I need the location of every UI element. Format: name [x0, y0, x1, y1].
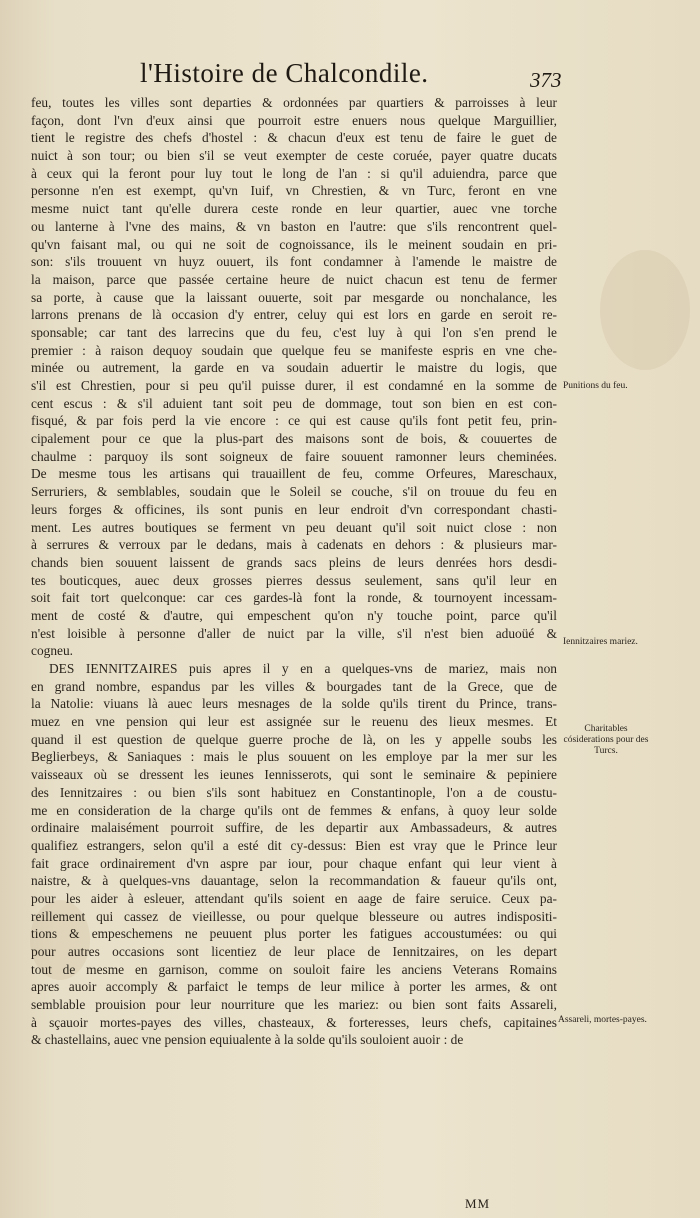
text-line: ordinaire malaisément pourroit suffire, de les departir aux Ambassadeurs, & autres — [31, 820, 557, 836]
text-line: DES IENNITZAIRES puis apres il y en a quelques-vns de mariez, mais non — [49, 661, 557, 676]
margin-note-iennitzaires: Iennitzaires mariez. — [563, 637, 638, 647]
text-line: à serrures & verroux par le dedans, mais à cadenats en dehors : & plusieurs mar- — [31, 537, 557, 553]
text-line: Serruriers, & semblables, soudain que le Soleil se couche, s'il on trouue du feu en — [31, 484, 557, 500]
text-line: naistre, & à quelques-vns dauantage, selon la recommandation & faueur qu'ils ont, — [31, 873, 557, 889]
text-line: cogneu. — [31, 643, 74, 659]
text-line: tient le registre des chefs d'hostel : & chacun d'eux est tenu de faire le guet de — [31, 130, 557, 146]
text-line: fait grace ordinairement d'vn aspre par iour, pour chaque enfant qui leur vient à — [31, 855, 557, 871]
text-line: son: s'ils trouuent vn huyz ouuert, ils font condamner à l'amende le maistre de — [31, 254, 557, 270]
body-text — [31, 94, 557, 1049]
text-line: leurs forges & officines, ils sont punis en leur endroit d'vn correspondant chasti- — [31, 501, 557, 517]
text-line: me en consideration de la charge qu'ils ont de femmes & enfans, à quoy leur solde — [31, 802, 557, 818]
margin-note-assareli: Assareli, mortes-payes. — [558, 1015, 647, 1025]
text-line: mesme nuict tant qu'elle durera ceste ronde en leur quartier, auec vne torche — [31, 201, 557, 217]
text-line: apres auoir accomply & parfaict le temps de leur milice à porter les armes, & ont — [31, 979, 557, 995]
text-line: minée ou autrement, la garde en va soudain aduertir le maistre du logis, que — [31, 360, 557, 376]
text-line: larrons prenans de là occasion d'y entrer, celuy qui est lors en garde en seroit re- — [31, 307, 557, 323]
text-line: personne n'en est exempt, qu'vn Iuif, vn Chrestien, & vn Turc, feront en vne — [31, 183, 557, 199]
text-line: cent escus : & s'il aduient tant soit peu de dommage, tout son bien en est con- — [31, 395, 557, 411]
text-line: Beglierbeys, & Saniaques : mais le plus souuent on les employe par la mer sur les — [31, 749, 557, 765]
text-line: reillement qui cassez de vieillesse, ou pour quelque blesseure ou autres indispositi- — [31, 908, 557, 924]
text-line: cipalement pour ce que la plus-part des maisons sont de bois, & couuertes de — [31, 431, 557, 447]
text-line: chaulme : parquoy ils sont soigneux de faire souuent ramonner leurs cheminées. — [31, 448, 557, 464]
text-line: la maison, parce que passée certaine heure de nuict chacun est tenu de fermer — [31, 271, 557, 287]
text-line: & chastellains, auec vne pension equiualente à la solde qu'ils souloient auoir : de — [31, 1032, 464, 1048]
text-line: fisqué, & par fois perd la vie encore : ce qui est cause qu'ils font petit feu, prin- — [31, 413, 557, 429]
catchword: MM — [465, 1196, 491, 1211]
text-line: la Natolie: viuans là auec leurs mesnages de la solde qu'ils tirent du Prince, trans- — [31, 696, 557, 712]
text-line: muez en vne pension qui leur est assignée sur le reuenu des lieux mesmes. Et — [31, 714, 557, 730]
text-line: tes bouticques, auec deux grosses pierres dessus seulement, sans qu'il leur en — [31, 572, 557, 588]
text-line: tions & empeschemens ne peuuent plus porter les fatigues accoustumées: ou qui — [31, 926, 557, 942]
text-line: en grand nombre, espandus par les villes & bourgades tant de la Grece, que de — [31, 678, 557, 694]
text-line: tout de mesme en garnison, comme on souloit faire les anciens Veterans Romains — [31, 961, 557, 977]
text-line: feu, toutes les villes sont departies & ordonnées par quartiers & parroisses à leur — [31, 95, 557, 110]
text-line: ment de costé & d'autre, qui empeschent qu'on n'y touche point, parce qu'il — [31, 607, 557, 623]
text-line: pour autres occasions sont licentiez de leur place de Iennitzaires, on les depart — [31, 944, 557, 959]
margin-note-punitions: Punitions du feu. — [563, 381, 628, 391]
text-line: chands bien souuent laissent de grands sacs pleins de leurs denrées hors desdi- — [31, 554, 557, 570]
text-line: qualifiez estrangers, selon qu'il a esté dit cy-dessus: Bien est vray que le Prince leur — [31, 837, 557, 853]
text-line: à ceux qui la feront pour luy tout le long de l'an : si qu'il aduiendra, parce que — [31, 165, 557, 181]
text-line: quand il est question de quelque guerre proche de là, on les y appelle soubs les — [31, 731, 557, 747]
page-number: 373 — [530, 68, 562, 92]
text-line: façon, dont l'vn d'eux ainsi que pourroit estre enuers nous quelque Marguillier, — [31, 112, 557, 128]
text-line: soit fait tort quelconque: car ces gardes-là font la ronde, & tournoyent incessam- — [31, 590, 557, 606]
text-line: s'il est Chrestien, pour si peu qu'il puisse durer, il est condamné en la somme de — [31, 378, 557, 393]
text-line: nuict à son tour; ou bien s'il se veut exempter de ceste coruée, payer quatre ducats — [31, 148, 557, 164]
text-line: premier : à raison dequoy soudain que quelque feu se manifeste espris en vne che- — [31, 342, 557, 358]
text-line: n'est loisible à personne d'aller de nuict par la ville, s'il n'est bien aduoüé & — [31, 625, 557, 641]
text-line: sponsable; car tant des larrecins que du feu, c'est luy à qui l'on s'en prend le — [31, 324, 557, 340]
text-line: ou lanterne à l'vne des mains, & vn baston en l'autre: que s'ils rencontrent quel- — [31, 218, 557, 234]
paper-stain — [600, 250, 690, 370]
margin-note-charitables: Charitables cósiderations pour des Turcs. — [563, 724, 649, 756]
text-line: De mesme tous les artisans qui trauaillent de feu, comme Orfeures, Mareschaux, — [31, 466, 557, 482]
text-line: des Iennitzaires : ou bien s'ils sont habituez en Constantinople, l'on a de coustu- — [31, 784, 557, 800]
text-line: qu'vn faisant mal, ou qui ne soit de cognoissance, ils le meinent soudain en pri- — [31, 236, 557, 252]
text-line: ment. Les autres boutiques se ferment vn peu deuant qu'il soit nuict close : non — [31, 519, 557, 535]
text-line: semblable prouision pour leur nourriture que les mariez: ou bien sont faits Assareli, — [31, 997, 557, 1013]
text-line: sa porte, à cause que la laissant ouuerte, soit par mesgarde ou nonchalance, les — [31, 289, 557, 305]
text-line: pour les aider à esleuer, attendant qu'ils soient en aage de faire seruice. Ceux pa- — [31, 890, 557, 906]
text-line: vaisseaux où se dressent les ieunes Iennisserots, qui sont le seminaire & pepiniere — [31, 767, 557, 783]
running-title: l'Histoire de Chalcondile. — [140, 58, 429, 88]
text-line: à sçauoir mortes-payes des villes, chasteaux, & forteresses, leurs chefs, capitaines — [31, 1014, 557, 1030]
